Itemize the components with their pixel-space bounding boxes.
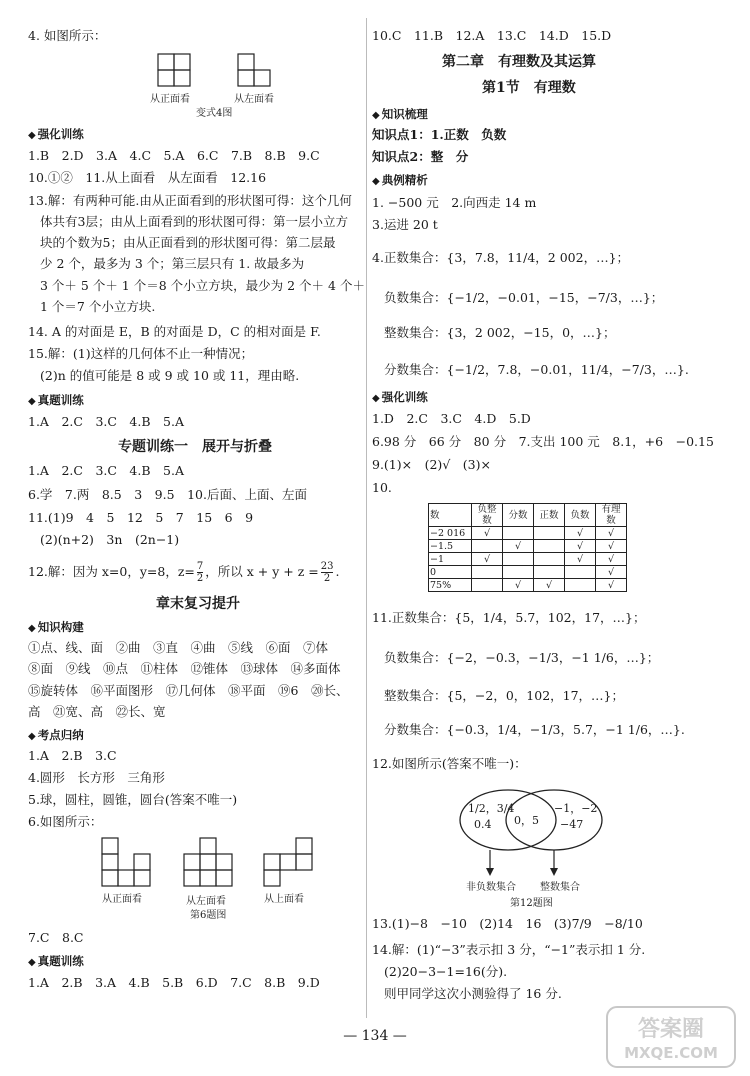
section-real-2: ◆ 真题训练: [28, 953, 84, 971]
table-cell: √: [472, 553, 503, 566]
table-cell: [534, 540, 565, 553]
fraction-7-2: [197, 561, 203, 584]
knowledge-point-2: 知识点2：整 分: [372, 149, 469, 164]
table-cell: √: [596, 566, 627, 579]
strengthen-9: 9.(1)× (2)√ (3)×: [372, 457, 491, 472]
answers-10-12: 10.①② 11.从上面看 从左面看 12.16: [28, 170, 267, 185]
real-answers-1: 1.A 2.C 3.C 4.B 5.A: [28, 414, 184, 429]
section-strengthen: ◆ 强化训练: [28, 126, 84, 144]
fig4-caption: 变式4图: [196, 108, 233, 119]
table-cell: [534, 553, 565, 566]
venn-left-values-b: 0.4: [474, 818, 492, 831]
watermark-logo: [606, 1006, 736, 1068]
frac-den: 2: [196, 573, 204, 584]
page-number: — 134 —: [343, 1028, 407, 1044]
table-cell: 75%: [429, 579, 472, 592]
table-cell: [503, 566, 534, 579]
example-4-positive: 4.正数集合：{3，7.8，11/4，2 002，…}；: [372, 250, 630, 265]
table-cell: √: [565, 540, 596, 553]
table-row: [429, 540, 627, 553]
q14-line1: 14.解：(1)“−3”表示扣 3 分，“−1”表示扣 1 分.: [372, 942, 646, 957]
section-points: ◆ 考点归纳: [28, 727, 84, 745]
table-cell: [503, 553, 534, 566]
topic1-answer-11a: 11.(1)9 4 5 12 5 7 15 6 9: [28, 510, 254, 525]
topic1-answer-11b: (2)(n+2) 3n (2n−1): [40, 532, 180, 547]
q14-text: 14. A 的对面是 E，B 的对面是 D，C 的相对面是 F.: [28, 324, 321, 339]
q11-integer: 整数集合：{5，−2，0，102，17，…}；: [384, 688, 625, 703]
strengthen-6-8: 6.98 分 66 分 80 分 7.支出 100 元 8.1，+6 −0.15: [372, 434, 714, 449]
svg-text:MXQE.COM: MXQE.COM: [624, 1044, 718, 1062]
topic1-answers-6-10: 6.学 7.两 8.5 3 9.5 10.后面、上面、左面: [28, 487, 307, 502]
answers-10-15: 10.C 11.B 12.A 13.C 14.D 15.D: [372, 28, 612, 43]
frac-num: 23: [320, 561, 334, 572]
table-cell: [565, 579, 596, 592]
table-cell: √: [596, 540, 627, 553]
section-examples: ◆ 典例精析: [372, 172, 428, 190]
venn-label-integer: 整数集合: [540, 882, 580, 893]
topic1-title: 专题训练一 展开与折叠: [118, 439, 272, 455]
venn-middle-values: 0，5: [514, 814, 539, 827]
points-4: 4.圆形 长方形 三角形: [28, 770, 165, 785]
venn-right-values-a: −1，−2: [554, 802, 598, 815]
example-4-fraction: 分数集合：{−1/2，7.8，−0.01，11/4，−7/3，…}.: [384, 362, 689, 377]
table-row: [429, 527, 627, 540]
example-3: 3.运进 20 t: [372, 217, 438, 232]
table-cell: √: [503, 540, 534, 553]
table-header-cell: 分数: [503, 504, 534, 527]
example-1-2: 1. −500 元 2.向西走 14 m: [372, 195, 537, 210]
frac-den: 2: [323, 573, 331, 584]
q15-line1: 15.解：(1)这样的几何体不止一种情况；: [28, 346, 254, 361]
answers-1-9: 1.B 2.D 3.A 4.C 5.A 6.C 7.B 8.B 9.C: [28, 148, 320, 163]
knowledge-line2: ⑧面 ⑨线 ⑩点 ⑪柱体 ⑫锥体 ⑬球体 ⑭多面体: [28, 661, 341, 676]
q4-text: 4. 如图所示：: [28, 28, 107, 43]
section-real-1: ◆ 真题训练: [28, 392, 84, 410]
points-6: 6.如图所示：: [28, 814, 103, 829]
example-4-negative: 负数集合：{−1/2，−0.01，−15，−7/3，…}；: [384, 290, 664, 305]
q11-negative: 负数集合：{−2，−0.3，−1/3，−1 1/6，…}；: [384, 650, 660, 665]
points-1-3: 1.A 2.B 3.C: [28, 748, 117, 763]
fig6-front-label: 从正面看: [102, 894, 142, 905]
example-4-integer: 整数集合：{3，2 002，−15，0，…}；: [384, 325, 616, 340]
fig4-front-label: 从正面看: [150, 94, 190, 105]
table-row: [429, 566, 627, 579]
table-cell: √: [596, 553, 627, 566]
q13-line2: 体共有3层；由从上面看到的形状图可得：第一层小立方: [40, 214, 348, 229]
topic1-answer-12: [28, 561, 339, 584]
q10-table: [428, 503, 627, 592]
table-header-row: [429, 504, 627, 527]
fraction-23-2: [321, 561, 334, 584]
q12-mid: ，所以 x + y + z =: [205, 564, 319, 579]
table-cell: −1.5: [429, 540, 472, 553]
points-7-8: 7.C 8.C: [28, 930, 84, 945]
fig6-views: [102, 838, 332, 898]
q13-answers: 13.(1)−8 −10 (2)14 16 (3)7/9 −8/10: [372, 916, 643, 931]
frac-num: 7: [196, 561, 204, 572]
table-cell: [534, 527, 565, 540]
venn-caption: 第12题图: [510, 898, 553, 909]
table-row: [429, 553, 627, 566]
table-cell: [534, 566, 565, 579]
section-review: ◆ 知识梳理: [372, 106, 428, 124]
table-row: [429, 579, 627, 592]
knowledge-point-1: 知识点1：1.正数 负数: [372, 127, 507, 142]
knowledge-line4: 高 ㉑宽、高 ㉒长、宽: [28, 704, 166, 719]
table-header-cell: 负数: [565, 504, 596, 527]
q14-line2: (2)20−3−1=16(分).: [384, 964, 508, 979]
table-cell: [472, 579, 503, 592]
table-cell: [503, 527, 534, 540]
q13-line5: 3 个＋ 5 个＋ 1 个＝8 个小立方块，最少为 2 个＋ 4 个＋: [40, 278, 365, 293]
q11-fraction: 分数集合：{−0.3，1/4，−1/3，5.7，−1 1/6，…}.: [384, 722, 685, 737]
table-cell: [565, 566, 596, 579]
section-strengthen-right: ◆ 强化训练: [372, 389, 428, 407]
knowledge-line1: ①点、线、面 ②曲 ③直 ④曲 ⑤线 ⑥面 ⑦体: [28, 640, 329, 655]
fig6-caption: 第6题图: [190, 910, 227, 921]
chapter-title: 第二章 有理数及其运算: [442, 54, 596, 70]
svg-text:答案圈: 答案圈: [637, 1017, 705, 1042]
q14-line3: 则甲同学这次小测验得了 16 分.: [384, 986, 562, 1001]
table-cell: √: [534, 579, 565, 592]
review-title: 章末复习提升: [156, 596, 240, 612]
column-divider: [366, 18, 367, 1018]
points-5: 5.球，圆柱，圆锥，圆台(答案不唯一): [28, 792, 238, 807]
table-cell: √: [472, 527, 503, 540]
table-header-cell: 正数: [534, 504, 565, 527]
table-cell: [472, 566, 503, 579]
strengthen-10: 10.: [372, 480, 392, 495]
venn-right-values-b: −47: [560, 818, 584, 831]
table-cell: √: [565, 527, 596, 540]
q13-line4: 少 2 个，最多为 3 个；第三层只有 1. 故最多为: [40, 256, 305, 271]
venn-label-nonnegative: 非负数集合: [466, 882, 516, 893]
table-cell: 0: [429, 566, 472, 579]
section-title: 第1节 有理数: [482, 80, 576, 96]
venn-left-values-a: 1/2，3/4: [468, 802, 515, 815]
knowledge-line3: ⑮旋转体 ⑯平面图形 ⑰几何体 ⑱平面 ⑲6 ⑳长、: [28, 683, 349, 698]
real-answers-2: 1.A 2.B 3.A 4.B 5.B 6.D 7.C 8.B 9.D: [28, 975, 320, 990]
table-header-cell: 有理数: [596, 504, 627, 527]
table-cell: √: [596, 579, 627, 592]
table-cell: −1: [429, 553, 472, 566]
table-cell: √: [596, 527, 627, 540]
section-knowledge: ◆ 知识构建: [28, 619, 84, 637]
table-cell: √: [503, 579, 534, 592]
q13-line3: 块的个数为5；由从正面看到的形状图可得：第二层最: [40, 235, 336, 250]
table-header-cell: 数: [429, 504, 472, 527]
q11-positive: 11.正数集合：{5，1/4，5.7，102，17，…}；: [372, 610, 646, 625]
q13-line1: 13.解：有两种可能.由从正面看到的形状图可得：这个几何: [28, 193, 352, 208]
topic1-answers-1-5: 1.A 2.C 3.C 4.B 5.A: [28, 463, 184, 478]
q15-line2: (2)n 的值可能是 8 或 9 或 10 或 11，理由略.: [40, 368, 300, 383]
table-cell: −2 016: [429, 527, 472, 540]
fig6-left-label: 从左面看: [186, 896, 226, 907]
table-cell: √: [565, 553, 596, 566]
fig4-left-label: 从左面看: [234, 94, 274, 105]
q12-text: 12.如图所示(答案不唯一)：: [372, 756, 527, 771]
q12-end: .: [335, 564, 340, 579]
strengthen-1-5: 1.D 2.C 3.C 4.D 5.D: [372, 411, 531, 426]
q12-prefix: 12.解：因为 x=0，y=8，z=: [28, 564, 195, 579]
fig6-top-label: 从上面看: [264, 894, 304, 905]
q13-line6: 1 个＝7 个小立方块.: [40, 299, 156, 314]
table-header-cell: 负整数: [472, 504, 503, 527]
table-cell: [472, 540, 503, 553]
